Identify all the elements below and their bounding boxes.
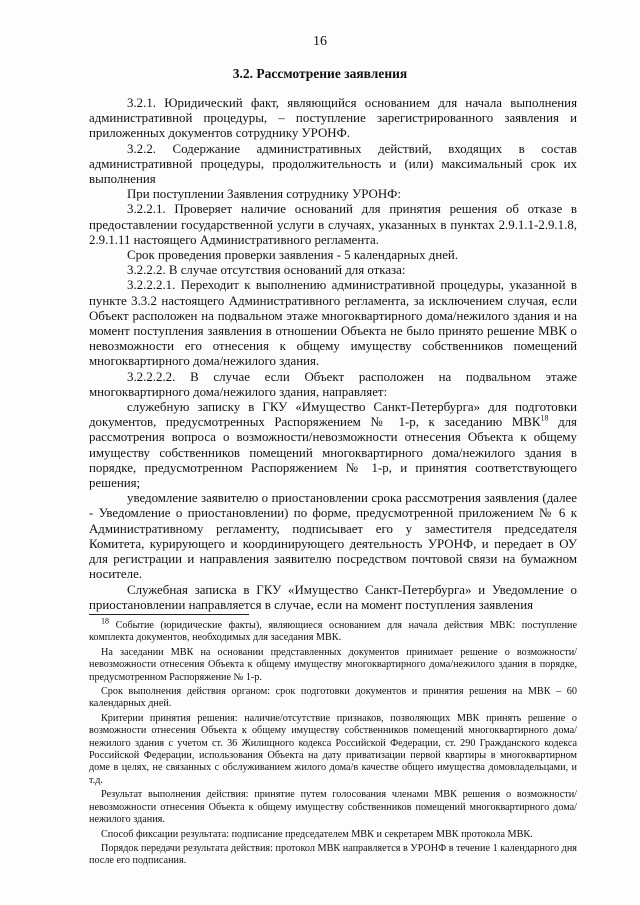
footnote-1-text: Событие (юридические факты), являющиеся основанием для начала действия МВК: поступление комплекта документов, необходимых для заседания МВК. xyxy=(89,620,577,644)
paragraph-3-2-2-2-1: 3.2.2.2.1. Переходит к выполнению административной процедуры, указанной в пункте 3.3.2 настоящего Административного регламента, за исключением случая, если Объект расположен на подвальном этаже многоквартирного дома/нежилого здания и на момент поступления заявления в отношении Объекта не было принято решение МВК о невозможности его отнесения к общему имуществу собственников помещений многоквартирного дома/нежилого здания. xyxy=(89,278,577,369)
footnote-6: Способ фиксации результата: подписание председателем МВК и секретарем МВК протокола МВК. xyxy=(101,828,533,840)
paragraph-memo-condition: Служебная записка в ГКУ «Имущество Санкт-Петербурга» и Уведомление о приостановлении направляется в случае, если на момент поступления заявления xyxy=(89,582,577,612)
paragraph-memo xyxy=(89,400,577,491)
footnote-ref: 18 xyxy=(540,413,549,423)
memo-text-end: для рассмотрения вопроса о возможности/невозможности отнесения Объекта к общему имуществу собственников помещений многоквартирного дома/нежилого здания в порядке, предусмотренном Распоряжением № 1-р, и принятия соответствующего решения; xyxy=(89,415,577,491)
paragraph-3-2-2-2: 3.2.2.2. В случае отсутствия оснований для отказа: xyxy=(127,263,406,278)
paragraph-3-2-2-2-2: 3.2.2.2.2. В случае если Объект расположен на подвальном этаже многоквартирного дома/нежилого здания, направляет: xyxy=(89,369,577,399)
footnote-5: Результат выполнения действия: принятие путем голосования членами МВК решения о возможности/невозможности отнесения Объекта к общему имуществу собственников помещений многоквартирного дома/нежилого здания. xyxy=(89,789,577,826)
paragraph-notification: уведомление заявителю о приостановлении срока рассмотрения заявления (далее - Уведомление о приостановлении) по форме, предусмотренной приложением № 6 к Административному регламенту, подписывает его у заместителя председателя Комитета, курирующего и координирующего деятельность УРОНФ, и передает в ОУ для регистрации и направления заявителю посредством почтовой связи на бумажном носителе. xyxy=(89,491,577,582)
paragraph-intro: При поступлении Заявления сотруднику УРОНФ: xyxy=(127,187,401,202)
paragraph-3-2-2: 3.2.2. Содержание административных действий, входящих в состав административной процедуры, продолжительность и (или) максимальный срок их выполнения xyxy=(89,141,577,187)
footnotes xyxy=(89,616,577,870)
paragraph-3-2-1: 3.2.1. Юридический факт, являющийся основанием для начала выполнения административной процедуры, – поступление зарегистрированного заявления и приложенных документов сотруднику УРОНФ. xyxy=(89,96,577,141)
memo-text-start: служебную записку в ГКУ «Имущество Санкт-Петербурга» для подготовки документов, предусмотренных Распоряжением № 1-р, к заседанию МВК xyxy=(89,400,577,430)
paragraph-check-term: Срок проведения проверки заявления - 5 календарных дней. xyxy=(127,248,459,263)
footnote-3: Срок выполнения действия органом: срок подготовки документов и принятия решения на МВК – 60 календарных дней. xyxy=(89,686,577,710)
footnote-1 xyxy=(89,616,577,645)
footnote-4: Критерии принятия решения: наличие/отсутствие признаков, позволяющих МВК принять решение о возможности отнесения Объекта к общему имуществу собственников помещений многоквартирного дома/нежилого здания с учетом ст. 36 Жилищного кодекса Российской Федерации, ст. 290 Гражданского кодекса Российской Федерации, использования Объекта на дату приватизации первой квартиры в многоквартирном доме в целях, не связанных с обслуживанием жилого дома/в качестве общего имущества домовладельцами, и т.д. xyxy=(89,712,577,786)
page-number: 16 xyxy=(313,34,327,49)
footnote-2: На заседании МВК на основании представленных документов принимает решение о возможности/невозможности отнесения Объекта к общему имуществу многоквартирного дома/нежилого здания в порядке, предусмотренном Распоряжение № 1-р. xyxy=(89,646,577,683)
document-body xyxy=(89,96,577,613)
footnote-7: Порядок передачи результата действия: протокол МВК направляется в УРОНФ в течение 1 календарного дня после его подписания. xyxy=(89,842,577,867)
section-title: 3.2. Рассмотрение заявления xyxy=(232,66,408,81)
footnote-divider xyxy=(89,614,249,615)
paragraph-3-2-2-1: 3.2.2.1. Проверяет наличие оснований для принятия решения об отказе в предоставлении государственной услуги в случаях, указанных в пунктах 2.9.1.1-2.9.1.8, 2.9.1.11 настоящего Административного регламента. xyxy=(89,202,577,247)
footnote-marker: 18 xyxy=(101,616,109,626)
